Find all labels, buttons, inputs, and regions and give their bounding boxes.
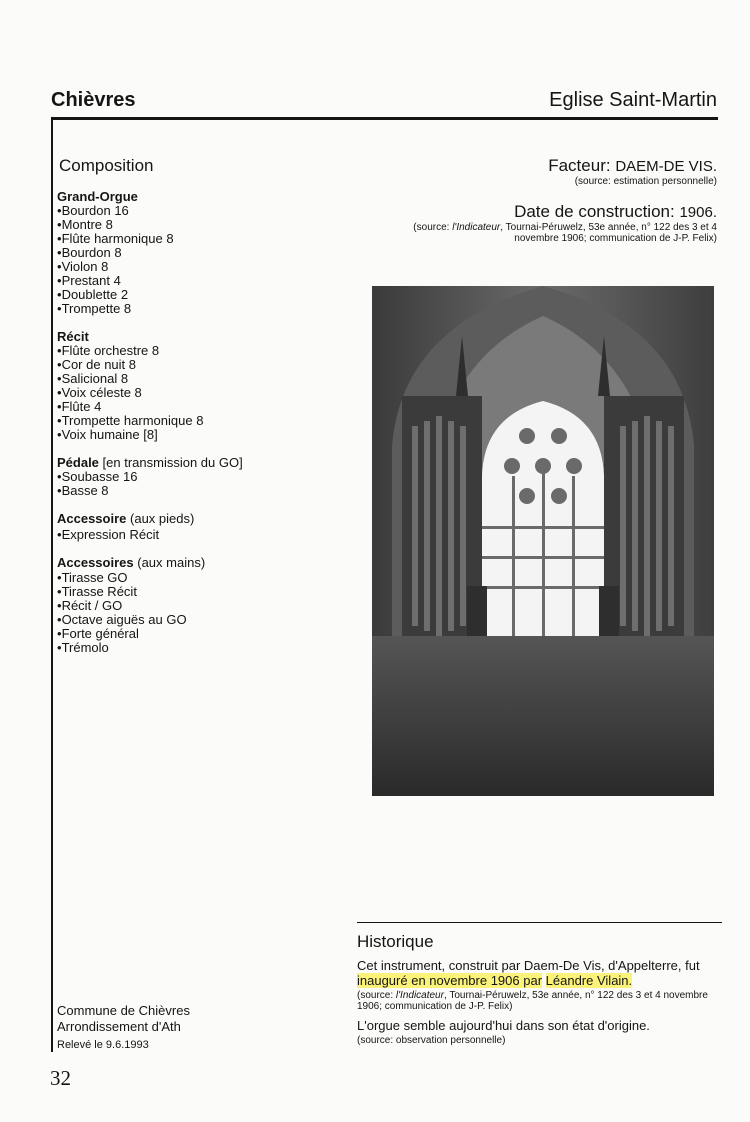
stop-item: • Flûte 4	[57, 400, 357, 414]
division-note: (aux pieds)	[130, 511, 195, 526]
stop-item: • Récit / GO	[57, 599, 357, 613]
stop-list	[57, 470, 357, 498]
organ-photo-drawing	[372, 286, 714, 796]
facteur-block	[548, 156, 717, 187]
historique-source-1: (source: l'Indicateur, Tournai-Péruwelz, 53e année, n° 122 des 3 et 4 novembre 1906; communication de J-P. Felix)	[357, 990, 708, 1012]
division-accessoires-mains	[57, 556, 357, 655]
stop-item: • Doublette 2	[57, 288, 357, 302]
releve-date: Relevé le 9.6.1993	[57, 1039, 149, 1051]
stop-item: • Trompette harmonique 8	[57, 414, 357, 428]
stop-item: • Cor de nuit 8	[57, 358, 357, 372]
historique-paragraph-2: L'orgue semble aujourd'hui dans son état d'origine.	[357, 1018, 650, 1033]
stop-item: • Tirasse GO	[57, 571, 357, 585]
construction-source: (source: l'Indicateur, Tournai-Péruwelz, 53e année, n° 122 des 3 et 4 novembre 1906; communication de J-P. Felix)	[413, 222, 717, 244]
stop-list	[57, 344, 357, 442]
stop-list	[57, 528, 357, 542]
division-name: Récit	[57, 329, 89, 344]
highlight-inauguration: inauguré en novembre 1906 par	[357, 973, 543, 988]
historique-source-2: (source: observation personnelle)	[357, 1035, 506, 1046]
highlight-organist: Léandre Vilain.	[545, 973, 633, 988]
stop-list	[57, 204, 357, 316]
stop-item: • Expression Récit	[57, 528, 357, 542]
facteur-label: Facteur:	[548, 156, 611, 175]
construction-value: 1906.	[679, 204, 717, 221]
division-name: Pédale	[57, 455, 99, 470]
historique-paragraph-1: Cet instrument, construit par Daem-De Vis, d'Appelterre, fut inauguré en novembre 1906 par Léandre Vilain.	[357, 958, 700, 988]
division-grand-orgue	[57, 190, 357, 316]
division-accessoire-pieds	[57, 512, 357, 542]
stop-item: • Montre 8	[57, 218, 357, 232]
left-rule	[51, 120, 53, 1052]
stop-item: • Soubasse 16	[57, 470, 357, 484]
commune-block	[57, 1003, 190, 1035]
division-note: (aux mains)	[137, 555, 206, 570]
stop-item: • Trompette 8	[57, 302, 357, 316]
composition-title: Composition	[59, 156, 154, 175]
organ-photo	[372, 286, 714, 796]
facteur-source: (source: estimation personnelle)	[574, 176, 717, 187]
historique-text	[357, 958, 722, 1052]
stop-item: • Voix humaine [8]	[57, 428, 357, 442]
division-pedale	[57, 456, 357, 498]
construction-label: Date de construction:	[514, 202, 675, 221]
division-recit	[57, 330, 357, 442]
division-name: Accessoires	[57, 555, 134, 570]
church-name: Eglise Saint-Martin	[549, 89, 717, 111]
stop-item: • Tirasse Récit	[57, 585, 357, 599]
stop-item: • Bourdon 16	[57, 204, 357, 218]
division-name: Accessoire	[57, 511, 127, 526]
place-name: Chièvres	[51, 89, 136, 111]
commune-name: Commune de Chièvres	[57, 1003, 190, 1018]
historique-title: Historique	[357, 932, 434, 951]
stop-item: • Octave aiguës au GO	[57, 613, 357, 627]
historique-rule	[357, 922, 722, 923]
stop-item: • Basse 8	[57, 484, 357, 498]
stop-item: • Forte général	[57, 627, 357, 641]
stop-item: • Flûte harmonique 8	[57, 232, 357, 246]
division-name: Grand-Orgue	[57, 189, 138, 204]
division-note: [en transmission du GO]	[102, 455, 243, 470]
header-rule	[51, 117, 718, 120]
construction-block	[377, 202, 717, 244]
stop-item: • Bourdon 8	[57, 246, 357, 260]
stop-item: • Trémolo	[57, 641, 357, 655]
stop-list	[57, 571, 357, 655]
composition-list	[57, 190, 357, 669]
stop-item: • Salicional 8	[57, 372, 357, 386]
stop-item: • Voix céleste 8	[57, 386, 357, 400]
stop-item: • Violon 8	[57, 260, 357, 274]
facteur-value: DAEM-DE VIS.	[615, 158, 717, 175]
page-number: 32	[50, 1066, 71, 1090]
stop-item: • Prestant 4	[57, 274, 357, 288]
arrondissement-name: Arrondissement d'Ath	[57, 1019, 181, 1034]
stop-item: • Flûte orchestre 8	[57, 344, 357, 358]
